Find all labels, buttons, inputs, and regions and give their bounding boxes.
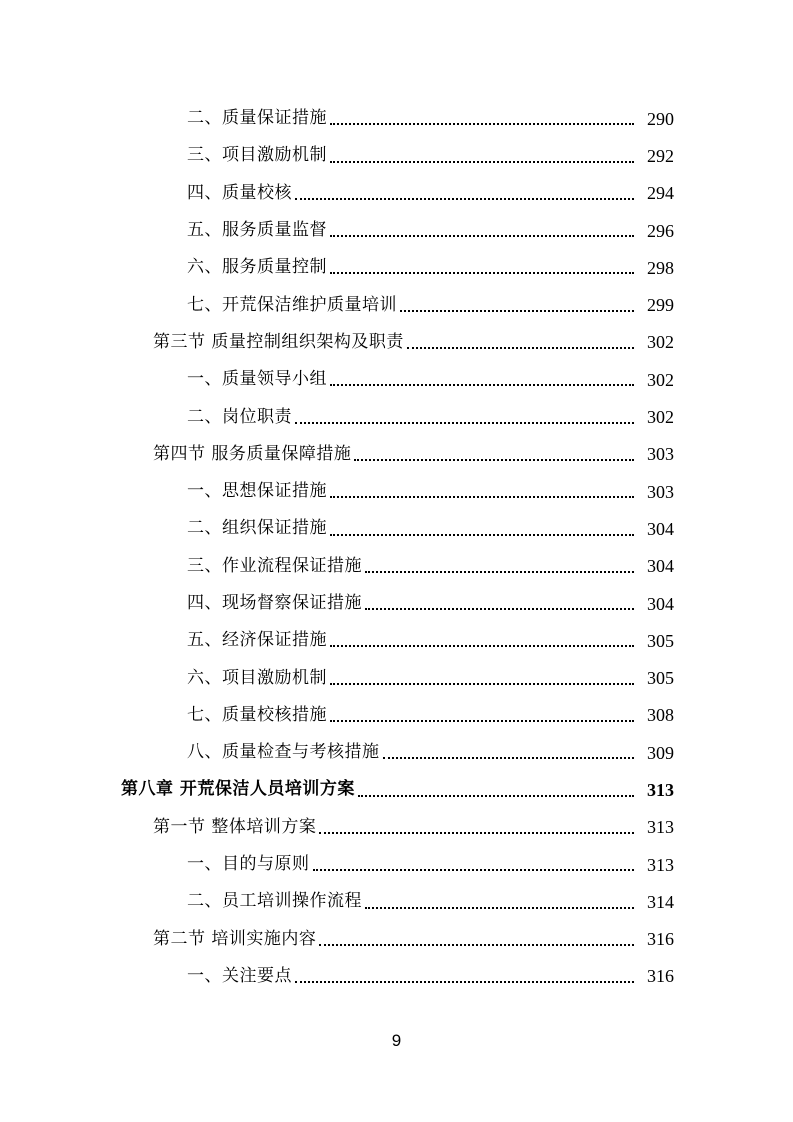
toc-dot-leader xyxy=(330,533,634,536)
toc-entry-page-number: 290 xyxy=(647,108,674,129)
toc-entry-item[interactable] xyxy=(0,286,793,323)
toc-entry-chapter[interactable] xyxy=(0,771,793,808)
toc-entry-page-number: 292 xyxy=(647,145,674,166)
toc-entry-title: 四、现场督察保证措施 xyxy=(187,593,362,613)
toc-entry-title: 二、质量保证措施 xyxy=(187,108,327,129)
toc-entry-title: 一、思想保证措施 xyxy=(187,481,327,502)
toc-entry-item[interactable] xyxy=(0,398,793,435)
toc-dot-leader xyxy=(330,160,634,163)
toc-entry-title: 一、目的与原则 xyxy=(187,854,310,875)
toc-entry-title: 七、质量校核措施 xyxy=(187,704,327,725)
toc-entry-item[interactable] xyxy=(0,212,793,249)
toc-entry-title: 六、服务质量控制 xyxy=(187,257,327,278)
toc-dot-leader xyxy=(330,682,634,685)
toc-dot-leader xyxy=(407,346,634,349)
toc-entry-item[interactable] xyxy=(0,734,793,771)
toc-dot-leader xyxy=(330,122,634,125)
toc-dot-leader xyxy=(383,756,635,759)
toc-dot-leader xyxy=(365,906,634,909)
toc-entry-page-number: 305 xyxy=(647,630,674,651)
toc-entry-page-number: 303 xyxy=(647,481,674,502)
toc-entry-section[interactable] xyxy=(0,436,793,473)
toc-entry-item[interactable] xyxy=(0,473,793,510)
toc-entry-title: 第一节 整体培训方案 xyxy=(153,816,317,837)
toc-entry-title: 四、质量校核 xyxy=(187,182,292,203)
toc-dot-leader xyxy=(400,309,634,312)
toc-entry-title: 一、质量领导小组 xyxy=(187,369,327,390)
toc-entry-section[interactable] xyxy=(0,324,793,361)
toc-entry-item[interactable] xyxy=(0,510,793,547)
toc-entry-section[interactable] xyxy=(0,921,793,958)
toc-entry-page-number: 313 xyxy=(647,817,674,838)
toc-entry-item[interactable] xyxy=(0,175,793,212)
toc-entry-title: 一、关注要点 xyxy=(187,965,292,986)
toc-dot-leader xyxy=(330,234,634,237)
toc-dot-leader xyxy=(354,458,634,461)
toc-entry-title: 七、开荒保洁维护质量培训 xyxy=(187,294,397,315)
toc-dot-leader xyxy=(365,607,634,610)
toc-entry-item[interactable] xyxy=(0,249,793,286)
toc-entry-page-number: 313 xyxy=(647,779,674,800)
toc-entry-page-number: 305 xyxy=(647,668,674,689)
toc-entry-title: 五、服务质量监督 xyxy=(187,220,327,241)
toc-entry-item[interactable] xyxy=(0,137,793,174)
toc-dot-leader xyxy=(365,570,634,573)
toc-entry-title: 六、项目激励机制 xyxy=(187,667,327,688)
toc-entry-page-number: 298 xyxy=(647,257,674,278)
toc-dot-leader xyxy=(330,719,634,722)
toc-entry-title: 五、经济保证措施 xyxy=(187,630,327,651)
toc-entry-page-number: 308 xyxy=(647,705,674,726)
toc-entry-title: 二、组织保证措施 xyxy=(187,518,327,539)
toc-entry-title: 二、岗位职责 xyxy=(187,406,292,427)
toc-entry-item[interactable] xyxy=(0,846,793,883)
toc-dot-leader xyxy=(330,644,634,647)
toc-entry-title: 第二节 培训实施内容 xyxy=(153,928,317,949)
toc-entry-title: 八、质量检查与考核措施 xyxy=(187,742,380,763)
toc-entry-page-number: 294 xyxy=(647,183,674,204)
table-of-contents xyxy=(0,100,793,995)
toc-dot-leader xyxy=(295,197,634,200)
toc-entry-title: 第三节 质量控制组织架构及职责 xyxy=(153,331,404,352)
toc-entry-page-number: 296 xyxy=(647,220,674,241)
toc-entry-item[interactable] xyxy=(0,622,793,659)
toc-entry-page-number: 313 xyxy=(647,854,674,875)
toc-entry-title: 三、项目激励机制 xyxy=(187,145,327,166)
toc-entry-item[interactable] xyxy=(0,548,793,585)
toc-dot-leader xyxy=(319,831,634,834)
toc-entry-title: 第八章 开荒保洁人员培训方案 xyxy=(121,779,355,800)
toc-entry-item[interactable] xyxy=(0,659,793,696)
toc-entry-item[interactable] xyxy=(0,883,793,920)
toc-entry-page-number: 302 xyxy=(647,369,674,390)
toc-dot-leader xyxy=(330,495,634,498)
toc-entry-page-number: 304 xyxy=(647,518,674,539)
toc-dot-leader xyxy=(295,980,634,983)
toc-dot-leader xyxy=(358,794,634,797)
toc-dot-leader xyxy=(295,421,634,424)
toc-entry-page-number: 316 xyxy=(647,966,674,987)
toc-entry-page-number: 303 xyxy=(647,444,674,465)
toc-entry-page-number: 314 xyxy=(647,891,674,912)
toc-dot-leader xyxy=(330,383,634,386)
toc-dot-leader xyxy=(319,943,634,946)
toc-entry-page-number: 299 xyxy=(647,295,674,316)
toc-entry-page-number: 304 xyxy=(647,556,674,577)
toc-entry-item[interactable] xyxy=(0,100,793,137)
toc-entry-page-number: 302 xyxy=(647,407,674,428)
toc-entry-page-number: 316 xyxy=(647,929,674,950)
page-number: 9 xyxy=(391,1031,402,1050)
toc-entry-title: 三、作业流程保证措施 xyxy=(187,555,362,576)
toc-entry-item[interactable] xyxy=(0,585,793,622)
toc-dot-leader xyxy=(330,271,634,274)
toc-dot-leader xyxy=(313,868,635,871)
toc-entry-page-number: 309 xyxy=(647,742,674,763)
toc-entry-page-number: 302 xyxy=(647,332,674,353)
toc-entry-title: 二、员工培训操作流程 xyxy=(187,891,362,912)
toc-entry-page-number: 304 xyxy=(647,593,674,614)
toc-entry-title: 第四节 服务质量保障措施 xyxy=(153,443,352,464)
toc-entry-item[interactable] xyxy=(0,958,793,995)
toc-entry-item[interactable] xyxy=(0,697,793,734)
toc-entry-item[interactable] xyxy=(0,361,793,398)
toc-entry-section[interactable] xyxy=(0,809,793,846)
